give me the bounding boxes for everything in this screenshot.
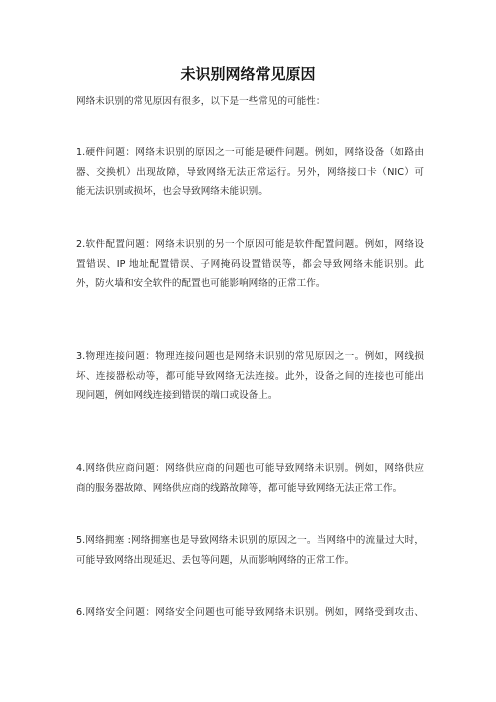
paragraph-line: 现问题，例如网线连接到错误的端口或设备上。 [76, 390, 278, 401]
paragraph-software-config-issue [76, 235, 424, 294]
paragraph-physical-connection-issue [76, 347, 424, 406]
paragraph-hardware-issue [76, 143, 424, 202]
paragraph-line: 能无法识别或损坏，也会导致网络未能识别。 [76, 186, 268, 197]
paragraph-line: 坏、连接器松动等，都可能导致网络无法连接。此外，设备之间的连接也可能出 [76, 370, 424, 382]
paragraph-line: 1.硬件问题：网络未识别的原因之一可能是硬件问题。例如，网络设备（如路由 [76, 147, 424, 158]
paragraph-line: 商的服务器故障、网络供应商的线路故障等，都可能导致网络无法正常工作。 [76, 482, 403, 494]
paragraph-line: 外，防火墙和安全软件的配置也可能影响网络的正常工作。 [76, 278, 326, 289]
paragraph-provider-issue [76, 459, 424, 498]
paragraph-line: 器、交换机）出现故障，导致网络无法正常运行。另外，网络接口卡（NIC）可 [76, 166, 424, 178]
paragraph-line: 3.物理连接问题：物理连接问题也是网络未识别的常见原因之一。例如，网线损 [76, 351, 424, 362]
paragraph-line: 2.软件配置问题：网络未识别的另一个原因可能是软件配置问题。例如，网络设 [76, 239, 424, 250]
intro-paragraph: 网络未识别的常见原因有很多，以下是一些常见的可能性： [76, 96, 326, 107]
paragraph-security-issue [76, 603, 424, 623]
paragraph-congestion-issue [76, 531, 424, 570]
paragraph-line: 5.网络拥塞 :网络拥塞也是导致网络未识别的原因之一。当网络中的流量过大时， [76, 535, 424, 546]
document-title: 未识别网络常见原因 [180, 65, 316, 83]
paragraph-line: 6.网络安全问题：网络安全问题也可能导致网络未识别。例如，网络受到攻击、 [76, 607, 424, 618]
paragraph-line: 可能导致网络出现延迟、丢包等问题，从而影响网络的正常工作。 [76, 554, 355, 566]
paragraph-line: 4.网络供应商问题：网络供应商的问题也可能导致网络未识别。例如，网络供应 [76, 463, 424, 474]
paragraph-line: 置错误、IP 地址配置错误、子网掩码设置错误等，都会导致网络未能识别。此 [76, 258, 424, 270]
